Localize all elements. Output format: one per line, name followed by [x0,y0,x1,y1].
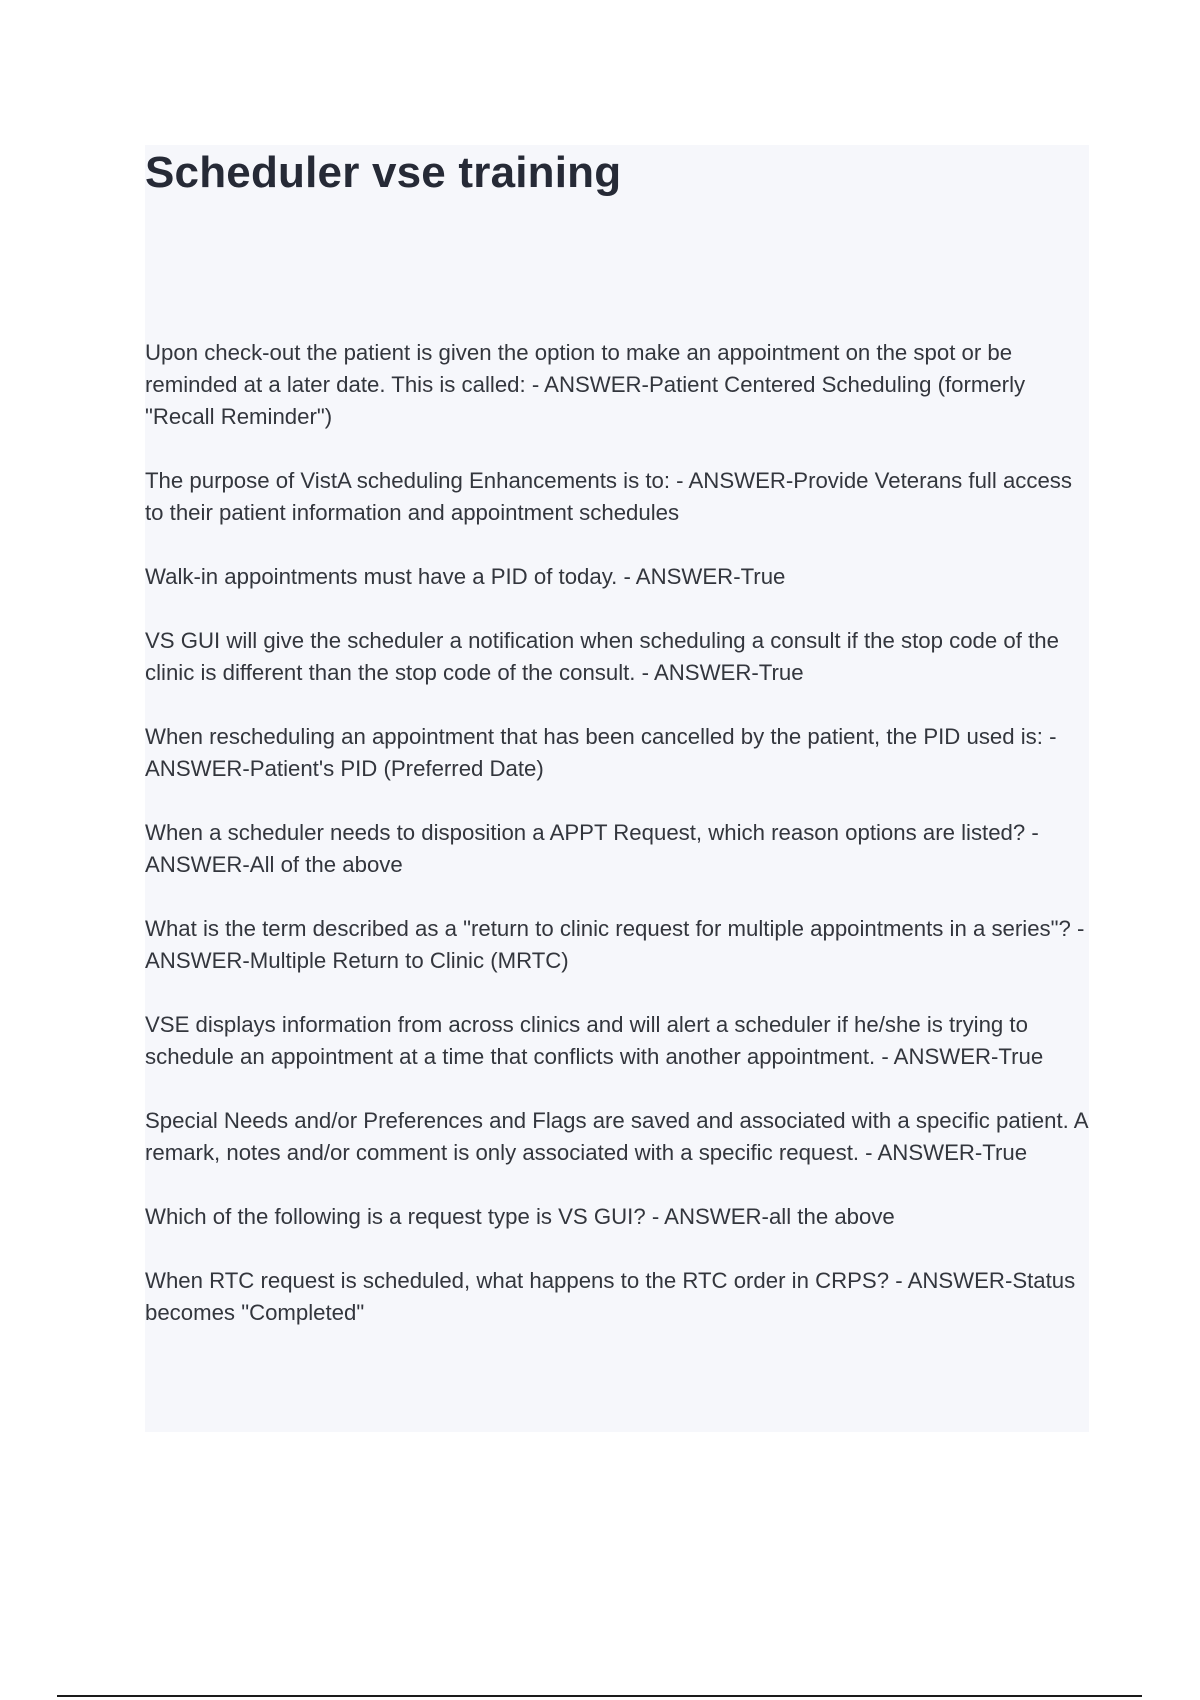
footer-divider [57,1695,1142,1697]
qa-item: Walk-in appointments must have a PID of today. - ANSWER-True [145,564,786,589]
qa-item: When a scheduler needs to disposition a APPT Request, which reason options are listed? - ANSWER-All of the above [145,820,1039,877]
qa-list [145,337,1089,1329]
qa-item: When rescheduling an appointment that has been cancelled by the patient, the PID used is: - ANSWER-Patient's PID (Preferred Date) [145,724,1057,781]
qa-item: VSE displays information from across clinics and will alert a scheduler if he/she is trying to schedule an appointment at a time that conflicts with another appointment. - ANSWER-True [145,1012,1044,1069]
qa-item: Special Needs and/or Preferences and Flags are saved and associated with a specific patient. A remark, notes and/or comment is only associated with a specific request. - ANSWER-True [145,1108,1088,1165]
qa-item: When RTC request is scheduled, what happens to the RTC order in CRPS? - ANSWER-Status becomes "Completed" [145,1268,1076,1325]
document-title: Scheduler vse training [145,148,622,197]
qa-item: The purpose of VistA scheduling Enhancements is to: - ANSWER-Provide Veterans full access to their patient information and appointment schedules [145,468,1072,525]
qa-item: VS GUI will give the scheduler a notification when scheduling a consult if the stop code of the clinic is different than the stop code of the consult. - ANSWER-True [145,628,1059,685]
qa-item: What is the term described as a "return to clinic request for multiple appointments in a series"? - ANSWER-Multiple Return to Clinic (MRTC) [145,916,1085,973]
qa-item: Which of the following is a request type is VS GUI? - ANSWER-all the above [145,1204,895,1229]
qa-item: Upon check-out the patient is given the option to make an appointment on the spot or be reminded at a later date. This is called: - ANSWER-Patient Centered Scheduling (formerly "Recall Reminder") [145,340,1026,429]
